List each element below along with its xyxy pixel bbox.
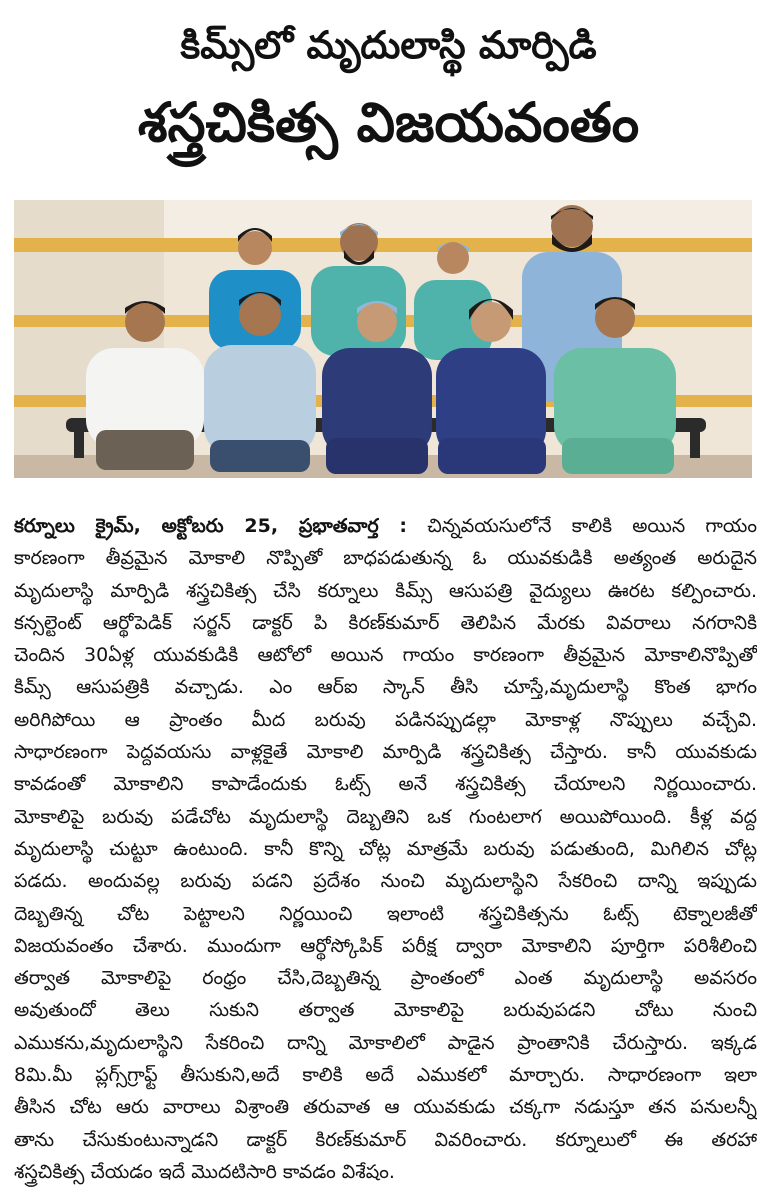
article-line: మృదులాస్థి మార్పిడి శస్త్రచికిత్స చేసి కర్నూలు కిమ్స్ ఆసుపత్రి వైద్యులు ఊరట కల్పించారు. xyxy=(14,579,757,602)
article-lead-text: చిన్నవయసులోనే కాలికి అయిన గాయం xyxy=(427,515,757,537)
article-line: విజయవంతం చేశారు. ముందుగా ఆర్థోస్కోపిక్ పరీక్ష ద్వారా మోకాలిని పూర్తిగా పరిశీలించి xyxy=(14,934,757,957)
article-line: తాను చేసుకుంటున్నాడని డాక్టర్ కిరణ్‌కుమార్ వివరించారు. కర్నూలులో ఈ తరహా xyxy=(14,1128,757,1151)
article-line: ఎముకను,మృదులాస్థిని సేకరించి దాన్ని మోకాలిలో పాడైన ప్రాంతానికి చేరుస్తారు. ఇక్కడ xyxy=(14,1031,757,1054)
headline-line-2: శస్త్రచికిత్స విజయవంతం xyxy=(137,91,640,154)
article-line: సాధారణంగా పెద్దవయసు వాళ్లకైతే మోకాలి మార్పిడి శస్త్రచికిత్స చేస్తారు. కానీ యువకుడు xyxy=(14,741,757,764)
article-line: మోకాలిపై బరువు పడేచోట మృదులాస్థి దెబ్బతిని ఒక గుంటలాగ అయిపోయింది. కీళ్ల వద్ద xyxy=(14,805,757,828)
article-line: మృదులాస్థి చుట్టూ ఉంటుంది. కానీ కొన్ని చోట్ల మాత్రమే బరువు పడుతుంది, మిగిలిన చోట్ల xyxy=(14,837,757,860)
dateline: కర్నూలు క్రైమ్, అక్టోబరు 25, ప్రభాతవార్త : xyxy=(14,515,408,537)
article-line: అరిగిపోయి ఆ ప్రాంతం మీద బరువు పడినప్పుడల్లా మోకాళ్ల నొప్పులు వచ్చేవి. xyxy=(14,708,757,731)
article-line: కావడంతో మోకాలిని కాపాడేందుకు ఓట్స్ అనే శస్త్రచికిత్స చేయాలని నిర్ణయించారు. xyxy=(14,773,757,796)
article-line: దెబ్బతిన్న చోట పెట్టాలని నిర్ణయించి ఇలాంటి శస్త్రచికిత్సను ఓట్స్ టెక్నాలజీతో xyxy=(14,902,757,925)
article-line: కారణంగా తీవ్రమైన మోకాలి నొప్పితో బాధపడుతున్న ఓ యువకుడికి అత్యంత అరుదైన xyxy=(14,547,757,570)
article-line: శస్త్రచికిత్స చేయడం ఇదే మొదటిసారి కావడం విశేషం. xyxy=(14,1160,395,1183)
wall-stripe-top xyxy=(14,238,752,252)
article-line: 8మి.మీ ప్లగ్స్‌గ్రాఫ్ట్ తీసుకుని,అదే కాలికి అదే ఎముకలో మార్చారు. సాధారణంగా ఇలా xyxy=(14,1064,757,1087)
article-line: చెందిన 30ఏళ్ల యువకుడికి ఆటోలో అయిన గాయం కారణంగా తీవ్రమైన మోకాలినొప్పితో xyxy=(14,644,757,667)
article-body xyxy=(14,510,757,1188)
article-line: అవుతుందో తెలు సుకుని తర్వాత మోకాలిపై బరువుపడని చోటు నుంచి xyxy=(14,999,757,1022)
article-line: కిమ్స్ ఆసుపత్రికి వచ్చాడు. ఎం ఆర్ఐ స్కాన్ తీసి చూస్తే,మృదులాస్థి కొంత భాగం xyxy=(14,676,757,699)
group-photo-illustration xyxy=(14,200,752,478)
article-line-1 xyxy=(14,510,757,542)
article-line: తీసిన చోట ఆరు వారాలు విశ్రాంతి తరువాత ఆ యువకుడు చక్కగా నడుస్తూ తన పనులన్నీ xyxy=(14,1096,757,1119)
headline-line-1: కిమ్స్‌లో మృదులాస్థి మార్పిడి xyxy=(180,23,597,67)
article-line: కన్సల్టెంట్ ఆర్థోపెడిక్ సర్జన్ డాక్టర్ పి కిరణ్‌కుమార్ తెలిపిన మేరకు వివరాలు నగరానికి xyxy=(14,611,757,634)
article-line: తర్వాత మోకాలిపై రంధ్రం చేసి,దెబ్బతిన్న ప్రాంతంలో ఎంత మృదులాస్థి అవసరం xyxy=(14,967,757,990)
article-line: పడదు. అందువల్ల బరువు పడని ప్రదేశం నుంచి మృదులాస్థిని సేకరించి దాన్ని ఇప్పుడు xyxy=(14,870,757,893)
group-photo xyxy=(14,200,752,478)
